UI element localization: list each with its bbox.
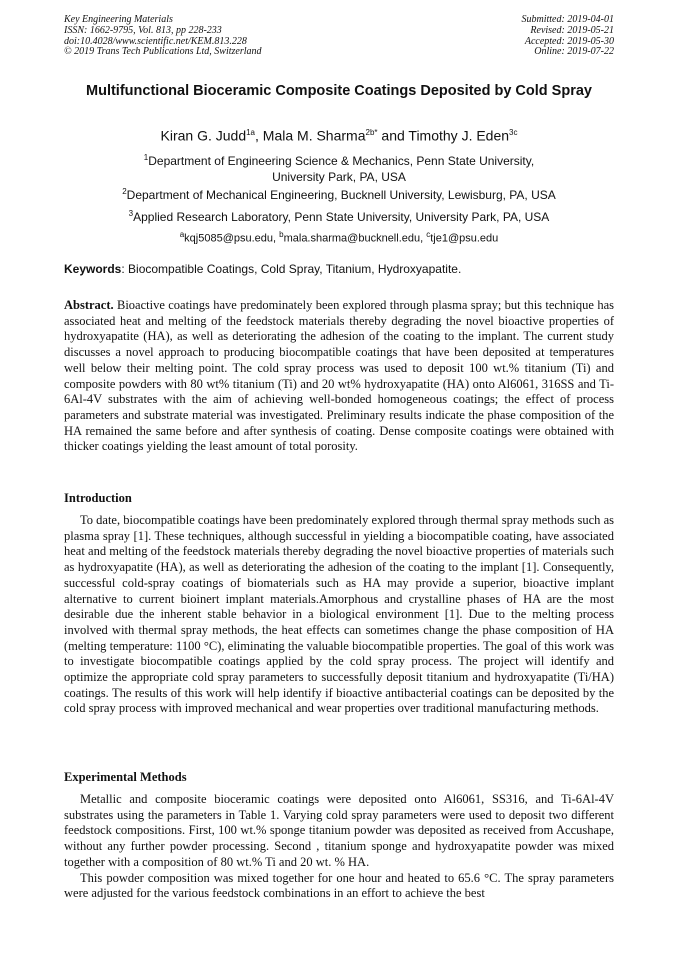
journal-name: Key Engineering Materials bbox=[64, 14, 173, 25]
author-name: Kiran G. Judd bbox=[160, 127, 247, 144]
date-submitted: Submitted: 2019-04-01 bbox=[521, 14, 614, 25]
journal-doi: doi:10.4028/www.scientific.net/KEM.813.228 bbox=[64, 35, 247, 47]
methods-body bbox=[64, 792, 614, 902]
email-address[interactable]: kqj5085@psu.edu bbox=[184, 232, 274, 245]
date-revised: Revised: 2019-05-21 bbox=[530, 24, 614, 36]
date-online: Online: 2019-07-22 bbox=[534, 46, 614, 58]
author-separator: , bbox=[255, 127, 263, 144]
journal-copyright: © 2019 Trans Tech Publications Ltd, Switzerland bbox=[64, 46, 262, 58]
section-heading-introduction: Introduction bbox=[64, 491, 132, 505]
abstract-text: Bioactive coatings have predominately been explored through plasma spray; but this technique has associated heat and melting of the feedstock materials thereby degrading the novel bioactive properties of hydroxyapatite (HA), as well as deteriorating the adhesion of the coating to the implant. The current study discusses a novel approach to producing biocompatible coatings that have been deposited at temperatures well below their melting point. The cold spray process was used to deposit 100 wt.% titanium (Ti) and composite powders with 80 wt% titanium (Ti) and 20 wt% hydroxyapatite (HA) onto Al6061, 316SS and Ti-6Al-4V substrates with the aim of achieving well-bonded homogeneous coatings; the effect of process parameters and substrate material was investigated. Preliminary results indicate the phase composition of the HA remained the same before and after synthesis of coating. Dense composite coatings were obtained with thicker coatings yielding the least amount of total porosity. bbox=[64, 298, 614, 454]
paper-title: Multifunctional Bioceramic Composite Coatings Deposited by Cold Spray bbox=[86, 83, 592, 99]
email-separator: , bbox=[420, 232, 427, 245]
journal-info bbox=[64, 15, 262, 58]
email-marker: a bbox=[179, 230, 185, 239]
affiliation-marker: 3 bbox=[128, 209, 134, 218]
date-info bbox=[522, 15, 615, 58]
affiliation-line: Department of Engineering Science & Mechanics, Penn State University, bbox=[148, 154, 535, 168]
email-marker: b bbox=[279, 230, 284, 239]
author-name: Timothy J. Eden bbox=[408, 127, 510, 144]
author-list bbox=[40, 124, 638, 145]
introduction-paragraph: To date, biocompatible coatings have been predominately explored through thermal spray methods such as plasma spray [1]. These techniques, although successful in yielding a biocompatible coating, have associated heat and melting of the feedstock materials thereby degrading the novel bioactive properties of materials such as hydroxyapatite (HA), as well as deteriorating the adhesion of the coating to the implant [1]. Consequently, successful cold-spray coatings of biomaterials such as HA may provide a superior, bioactive implant alternative to current bioinert implant materials.Amorphous and crystalline phases of HA are the most desirable due the inherent stable behavior in a biological environment [1]. Due to the melting process involved with thermal spray methods, the heat effects can sometimes change the phase composition of HA (melting temperature: 1100 °C), eliminating the valuable biocompatible properties. The goal of this work was to investigate biocompatible coatings applied by the cold spray process. The project will identify and optimize the appropriate cold spray parameters to successfully deposit titanium and hydroxyapatite (Ti/HA) coatings. The results of this work will help identify if bioactive antibacterial coatings can be deposited by the cold spray process with improved mechanical and wear properties over traditional manufacturing methods. bbox=[64, 513, 614, 716]
author-superscript: 1a bbox=[246, 128, 256, 137]
date-accepted: Accepted: 2019-05-30 bbox=[524, 35, 614, 47]
affiliation-3 bbox=[40, 206, 638, 226]
author-superscript: 2b* bbox=[365, 128, 378, 137]
affiliation-line: Department of Mechanical Engineering, Bucknell University, Lewisburg, PA, USA bbox=[126, 188, 556, 202]
introduction-body bbox=[64, 513, 614, 717]
email-list bbox=[40, 228, 638, 246]
affiliation-line: Applied Research Laboratory, Penn State University, University Park, PA, USA bbox=[133, 210, 550, 224]
abstract-label: Abstract. bbox=[64, 298, 114, 312]
keywords bbox=[64, 262, 616, 277]
affiliation-marker: 1 bbox=[143, 153, 149, 162]
abstract bbox=[64, 298, 614, 455]
methods-paragraph: This powder composition was mixed together for one hour and heated to 65.6 °C. The spray parameters were adjusted for the various feedstock combinations in an effort to achieve the best bbox=[64, 870, 614, 901]
author-superscript: 3c bbox=[509, 128, 518, 137]
journal-issn: ISSN: 1662-9795, Vol. 813, pp 228-233 bbox=[64, 24, 222, 36]
keywords-text: : Biocompatible Coatings, Cold Spray, Titanium, Hydroxyapatite. bbox=[121, 262, 462, 276]
section-heading-methods: Experimental Methods bbox=[64, 770, 187, 784]
keywords-label: Keywords bbox=[64, 262, 122, 276]
affiliation-marker: 2 bbox=[122, 187, 127, 196]
email-address[interactable]: mala.sharma@bucknell.edu bbox=[283, 232, 421, 245]
methods-paragraph: Metallic and composite bioceramic coatings were deposited onto Al6061, SS316, and Ti-6Al-4V substrates using the parameters in Table 1. Varying cold spray parameters were used to deposit two different feedstock compositions. First, 100 wt.% sponge titanium powder was deposited as received from Accushape, without any further powder processing. Second , titanium sponge and hydroxyapatite powder was mixed together with a composition of 80 wt.% Ti and 20 wt. % HA. bbox=[64, 792, 614, 869]
email-address[interactable]: tje1@psu.edu bbox=[430, 232, 499, 245]
affiliation-line: University Park, PA, USA bbox=[272, 169, 406, 184]
email-marker: c bbox=[426, 230, 431, 239]
affiliation-1 bbox=[40, 150, 638, 185]
email-separator: , bbox=[273, 232, 280, 245]
author-name: Mala M. Sharma bbox=[262, 127, 366, 144]
author-separator: and bbox=[377, 127, 409, 144]
affiliation-2 bbox=[40, 184, 638, 204]
